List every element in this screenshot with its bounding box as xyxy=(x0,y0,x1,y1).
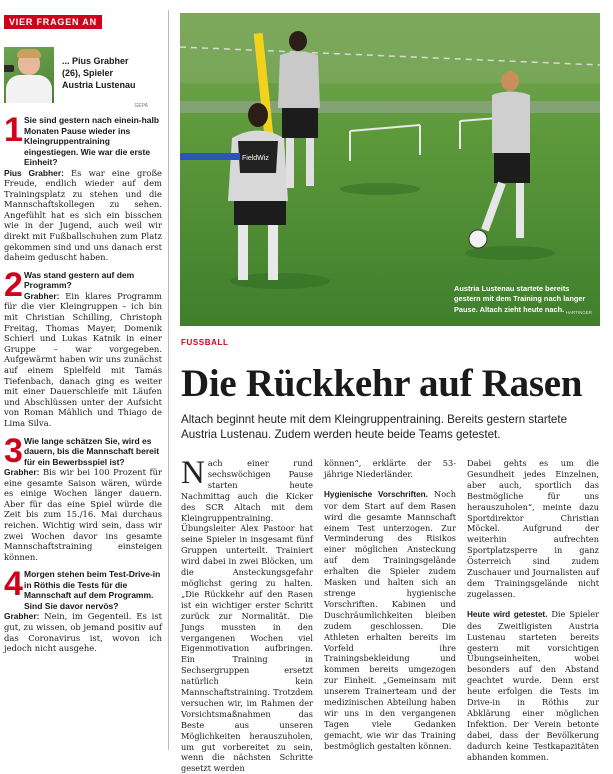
qa-item-1 xyxy=(4,111,162,263)
question-text: Morgen stehen beim Test-Drive-in in Röthis die Tests für die Mannschaft auf dem Programm. Sind Sie davor nervös? xyxy=(24,569,161,611)
avatar xyxy=(4,47,54,103)
question-number: 1 xyxy=(4,111,23,149)
answer-text: Grabher: Nein, im Gegenteil. Es ist gut, zu wissen, ob jemand positiv auf das Coronavirus ist, wovon ich jedoch nicht ausgehe. xyxy=(4,611,162,654)
interviewee-name: ... Pius Grabher (26), Spieler Austria Lustenau xyxy=(62,56,136,90)
qa-item-2 xyxy=(4,265,162,429)
answer-text: Grabher: Ein klares Programm für die vier Kleingruppen – ich bin mit Christian Schilling, Christoph Freitag, Thomas Mayer, Domenik Schierl und Lukas Katnik in einer Gruppe – war vorgegeben. Aufgewärmt haben wir uns zunächst auf einem Spielfeld mit Tamás Tiefenbach, danach ging es weiter mit einer Dauerschleife mit Läufen und Abschlüssen unter der Aufsicht von Roman Mählich und Thiago de Lima Silva. xyxy=(4,290,162,428)
qa-item-4 xyxy=(4,565,162,654)
question-number: 4 xyxy=(4,565,23,604)
profile-photo-credit: GEPA xyxy=(134,103,148,109)
qa-item-3 xyxy=(4,431,162,563)
question-text: Was stand gestern auf dem Programm? xyxy=(24,269,135,291)
interview-sidebar xyxy=(4,10,162,654)
question-text: Sie sind gestern nach einein-halb Monaten Pause wieder ins Kleingruppentraining eingestiegen. Wie war die erste Einheit? xyxy=(24,115,160,167)
speaker-label: Pius Grabher: xyxy=(4,167,64,178)
article-column-1: Nach einer rund sechswöchigen Pause starten heute Nachmittag auch die Kicker des SCR Altach mit dem Kleingruppentraining. Übungsleiter Alex Pastoor hat seine Spieler in insgesamt fünf Gruppen unterteilt. Trainiert wird dabei in zwei Blöcken, um die Ansteckungsgefahr möglichst gering zu halten. „Die Rückkehr auf den Rasen ist ein wichtiger erster Schritt zurück zur Normalität. Die Jungs mussten in den vergangenen Wochen viel Eigenmotivation aufbringen. Ein Training in Sechsergruppen ersetzt natürlich kein Mannschaftstraining. Trotzdem versuchen wir, im Rahmen der Vorsichtsmaßnahmen das Beste aus unseren Möglichkeiten herauszuholen, um gut vorbereitet zu sein, wenn die nächsten Schritte gesetzt werden xyxy=(181,455,313,774)
interview-tag: VIER FRAGEN AN xyxy=(4,15,102,29)
shirt-lettering: FieldWiz xyxy=(242,155,269,162)
training-photo xyxy=(180,13,600,326)
speaker-label: Grabher: xyxy=(4,467,40,478)
answer-text: Grabher: Bis wir bei 100 Prozent für eine gesamte Saison wären, würde es einige Wochen länger dauern. Aber für das eine Spiel würde die Zeit bis zum 15./16. Mai durchaus reichen. Wichtig wird sein, dass wir zwei Wochen davor ins gesamte Mannschaftstraining einsteigen können. xyxy=(4,467,162,562)
drop-cap: N xyxy=(181,455,205,491)
training-scene-illustration xyxy=(180,13,600,326)
speaker-label: Grabher: xyxy=(4,611,40,622)
answer-text: Pius Grabher: Es war eine große Freude, endlich wieder auf dem Trainingsplatz zu stehen und die Mannschaftskollegen zu sehen. Angefühlt hat es sich ein bisschen wie in der Jugend, auch weil wir direkt mit Fußballschuhen zum Platz gekommen sind und uns danach erst daheim geduscht haben. xyxy=(4,167,162,263)
article-headline: Die Rückkehr auf Rasen xyxy=(181,362,583,405)
subheading: Hygienische Vorschriften. xyxy=(324,489,428,499)
photo-caption: Austria Lustenau startete bereits gestern mit dem Training nach langer Pause. Altach zieht heute nach. HARTINGER xyxy=(454,284,592,319)
question-text: Wie lange schätzen Sie, wird es dauern, bis die Mannschaft bereit für ein Bewerbsspiel ist? xyxy=(24,435,160,467)
section-label: FUSSBALL xyxy=(181,338,229,347)
photo-credit: HARTINGER xyxy=(565,309,592,315)
article-column-2: können“, erklärte der 53-jährige Niederländer. Hygienische Vorschriften. Noch vor dem Start auf dem Rasen wird die gesamte Mannschaft einem Test unterzogen. Zur Verminderung des Risikos einer möglichen Ansteckung auf dem Trainingsgelände erhalten die Spieler zudem Masken und halten sich an strenge hygienische Vorschriften. Kabinen und Duschräumlichkeiten bleiben zudem geschlossen. Die Athleten erhalten bereits im Vorfeld ihre Trainingsbekleidung und kommen bereits umgezogen zur Einheit. „Gemeinsam mit unserem Trainerteam und der medizinischen Abteilung haben wir uns in den vergangenen Tagen viele Gedanken gemacht, wie wir das Training bestmöglich gestalten können. xyxy=(324,458,456,751)
speaker-label: Grabher: xyxy=(24,290,60,301)
interviewee-profile xyxy=(4,47,162,105)
subheading: Heute wird getestet. xyxy=(467,609,548,619)
question-number: 3 xyxy=(4,431,23,470)
article-body xyxy=(181,455,601,774)
column-divider xyxy=(168,10,169,750)
article-column-3: Dabei gehts es um die Gesundheit jedes Einzelnen, aber auch, sportlich das Bestmögliche für uns herauszuholen“, meinte dazu Sportdirektor Christian Möckel. Aufgrund der weiterhin aufrechten Sportplatzsperre in ganz Österreich sind zudem Zuschauer und Journalisten auf dem Trainingsgelände nicht zugelassen. Heute wird getestet. Die Spieler des Zweitligisten Austria Lustenau starteten bereits gestern mit vorsichtigen Übungseinheiten, wobei besonders auf den Abstand geachtet wurde. Denn erst heute erfolgen die Tests im Drive-in in Röthis zur Abklärung einer möglichen Infektion. Der Verein betonte dabei, dass der Bevölkerung dadurch keine Testkapazitäten abhanden kommen. xyxy=(467,458,599,762)
question-number: 2 xyxy=(4,265,23,304)
article-lead: Altach beginnt heute mit dem Kleingruppentraining. Bereits gestern startete Austria Lustenau. Zudem werden heute beide Teams getestet. xyxy=(181,413,568,441)
